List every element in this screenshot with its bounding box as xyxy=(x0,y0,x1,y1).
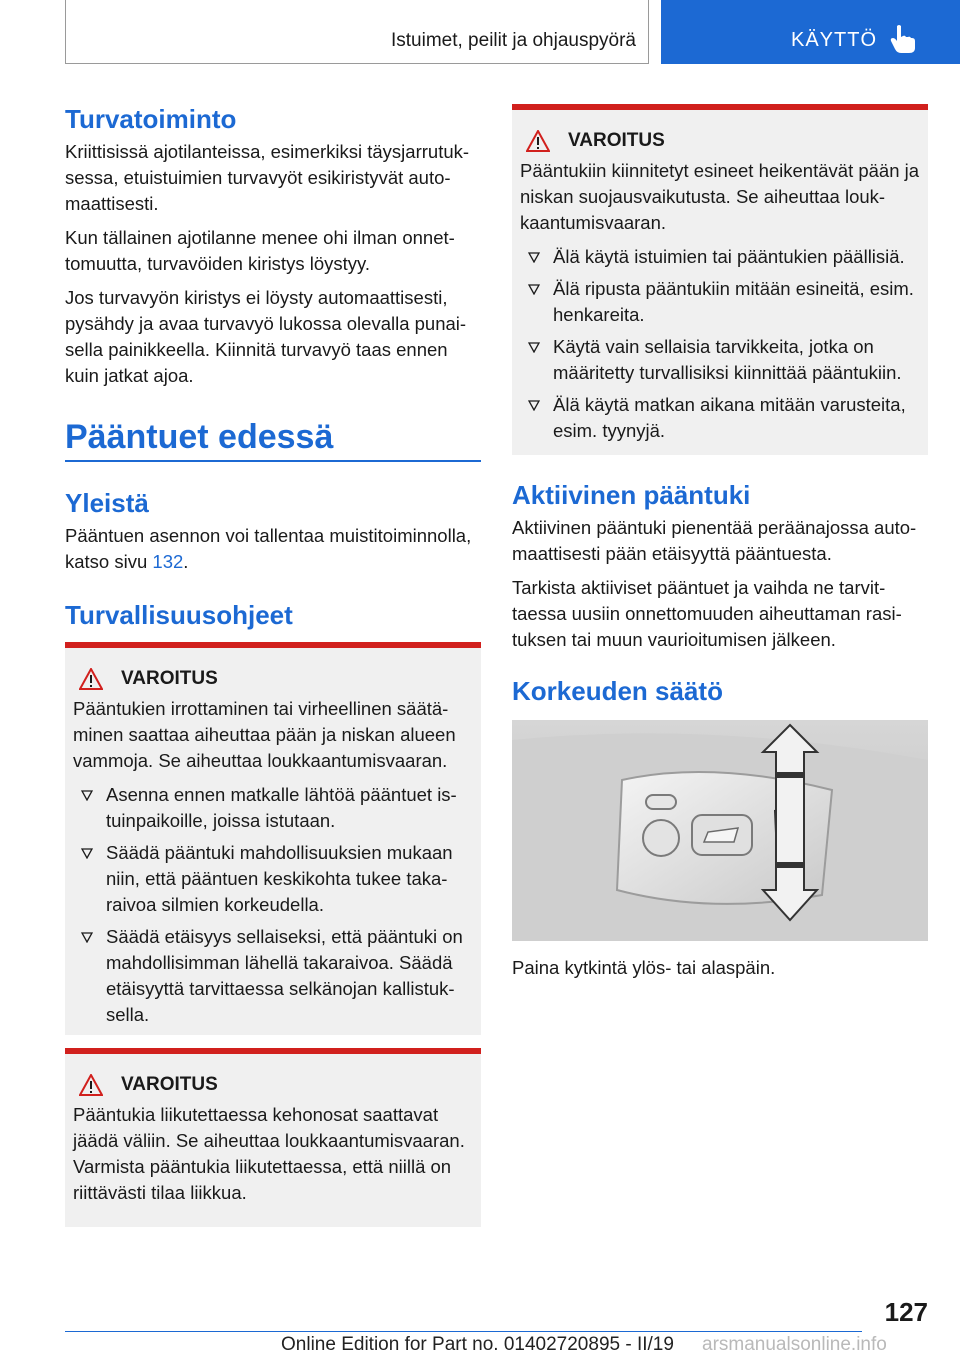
list-item-text: Säädä etäisyys sellaiseksi, että pääntuki on mahdollisimman lähellä takaraivoa. Säädä etäisyyttä tarvittaessa selkänojan kallistuk-sella. xyxy=(106,926,463,1025)
yleista-end: . xyxy=(183,551,189,572)
warning-box-2 xyxy=(65,1048,481,1227)
bullet-triangle-icon xyxy=(528,342,540,353)
warning-text: Pääntukiin kiinnitetyt esineet heikentävät pään ja niskan suojausvaikutusta. Se aiheuttaa louk-kaantumisvaaran. xyxy=(520,160,920,233)
warning-triangle-icon xyxy=(526,130,550,152)
list-item xyxy=(520,276,920,328)
illustration-caption: Paina kytkintä ylös- tai alaspäin. xyxy=(512,957,776,978)
turvallisuusohjeet-heading: Turvallisuusohjeet xyxy=(65,600,293,630)
header-chapter-title: KÄYTTÖ xyxy=(791,29,878,51)
turvatoiminto-paragraph-3: Jos turvavyön kiristys ei löysty automaattisesti, pysähdy ja avaa turvavyö lukossa olevalla punai-sella painikkeella. Kiinnitä turvavyö taas ennen kuin jatkat ajoa. xyxy=(65,287,467,386)
yleista-heading: Yleistä xyxy=(65,488,149,518)
aktiivinen-paragraph-2: Tarkista aktiiviset pääntuet ja vaihda ne tarvit-taessa uusiin onnettomuuden aiheuttaman rasi-tuksen tai muun vaurioitumisen jälkeen. xyxy=(512,577,902,650)
page-reference-link[interactable]: 132 xyxy=(152,551,184,572)
main-section xyxy=(65,418,481,457)
yleista-text: Pääntuen asennon voi tallentaa muistitoiminnolla, katso sivu xyxy=(65,525,472,572)
online-edition-text: Online Edition for Part no. 01402720895 - II/19 xyxy=(281,1334,674,1355)
bullet-triangle-icon xyxy=(528,284,540,295)
footer-rule xyxy=(65,1331,862,1332)
header-chapter-tab xyxy=(661,0,960,64)
list-item xyxy=(520,392,920,444)
list-item-text: Käytä vain sellaisia tarvikkeita, jotka on määritetty turvallisiksi kiinnittää pääntukiin. xyxy=(553,336,902,383)
list-item xyxy=(73,840,473,918)
turvallisuus-section xyxy=(65,600,481,631)
page-title: Pääntuet edessä xyxy=(65,418,334,456)
korkeus-heading: Korkeuden säätö xyxy=(512,676,723,706)
headrest-switch-illustration xyxy=(512,720,928,941)
bullet-triangle-icon xyxy=(81,848,93,859)
bullet-triangle-icon xyxy=(528,400,540,411)
yleista-section xyxy=(65,488,481,575)
illustration-caption-box xyxy=(512,955,928,981)
header-section-title: Istuimet, peilit ja ohjauspyörä xyxy=(390,30,636,51)
bullet-triangle-icon xyxy=(81,790,93,801)
aktiivinen-section xyxy=(512,480,928,653)
warning-list xyxy=(73,782,473,1028)
list-item-text: Säädä pääntuki mahdollisuuksien mukaan niin, että pääntuen keskikohta tukee taka-raivoa silmien korkeudella. xyxy=(106,842,453,915)
list-item-text: Älä ripusta pääntukiin mitään esineitä, esim. henkareita. xyxy=(553,278,914,325)
left-column xyxy=(65,104,481,389)
warning-title-row xyxy=(79,668,473,690)
watermark-text: arsmanualsonline.info xyxy=(702,1334,887,1355)
pointing-hand-icon xyxy=(890,24,916,54)
warning-triangle-icon xyxy=(79,668,103,690)
list-item xyxy=(73,782,473,834)
aktiivinen-paragraph-1: Aktiivinen pääntuki pienentää peräänajossa auto-maattisesti pään etäisyyttä pääntuesta. xyxy=(512,517,917,564)
page-number: 127 xyxy=(884,1297,928,1327)
turvatoiminto-paragraph-1: Kriittisissä ajotilanteissa, esimerkiksi täysjarrutuk-sessa, etuistuimien turvavyöt esikiristyvät auto-maattisesti. xyxy=(65,141,470,214)
warning-text: Pääntukien irrottaminen tai virheellinen säätä-minen saattaa aiheuttaa pään ja niskan alueen vammoja. Se aiheuttaa loukkaantumisvaaran. xyxy=(73,698,456,771)
warning-title: VAROITUS xyxy=(568,130,665,151)
list-item xyxy=(73,924,473,1028)
warning-title: VAROITUS xyxy=(121,1074,218,1095)
title-rule xyxy=(65,460,481,462)
bullet-triangle-icon xyxy=(81,932,93,943)
turvatoiminto-heading: Turvatoiminto xyxy=(65,104,237,134)
aktiivinen-heading: Aktiivinen pääntuki xyxy=(512,480,751,510)
warning-triangle-icon xyxy=(79,1074,103,1096)
list-item-text: Älä käytä istuimien tai pääntukien päällisiä. xyxy=(553,246,905,267)
warning-box-1 xyxy=(65,642,481,1035)
header-section-box xyxy=(65,0,649,64)
bullet-triangle-icon xyxy=(528,252,540,263)
list-item xyxy=(520,244,920,270)
warning-title-row xyxy=(526,130,920,152)
yleista-paragraph xyxy=(65,523,481,575)
warning-title: VAROITUS xyxy=(121,668,218,689)
warning-box-3 xyxy=(512,104,928,455)
list-item xyxy=(520,334,920,386)
warning-list xyxy=(520,244,920,444)
warning-text: Pääntukia liikutettaessa kehonosat saattavat jäädä väliin. Se aiheuttaa loukkaantumisvaaran. Varmista pääntukia liikutettaessa, että niillä on riittävästi tilaa liikkua. xyxy=(73,1104,465,1203)
warning-title-row xyxy=(79,1074,473,1096)
list-item-text: Älä käytä matkan aikana mitään varusteita, esim. tyynyjä. xyxy=(553,394,906,441)
korkeus-section xyxy=(512,676,928,707)
list-item-text: Asenna ennen matkalle lähtöä pääntuet is-tuinpaikoille, joissa istutaan. xyxy=(106,784,457,831)
turvatoiminto-paragraph-2: Kun tällainen ajotilanne menee ohi ilman onnet-tomuutta, turvavöiden kiristys löystyy. xyxy=(65,227,455,274)
